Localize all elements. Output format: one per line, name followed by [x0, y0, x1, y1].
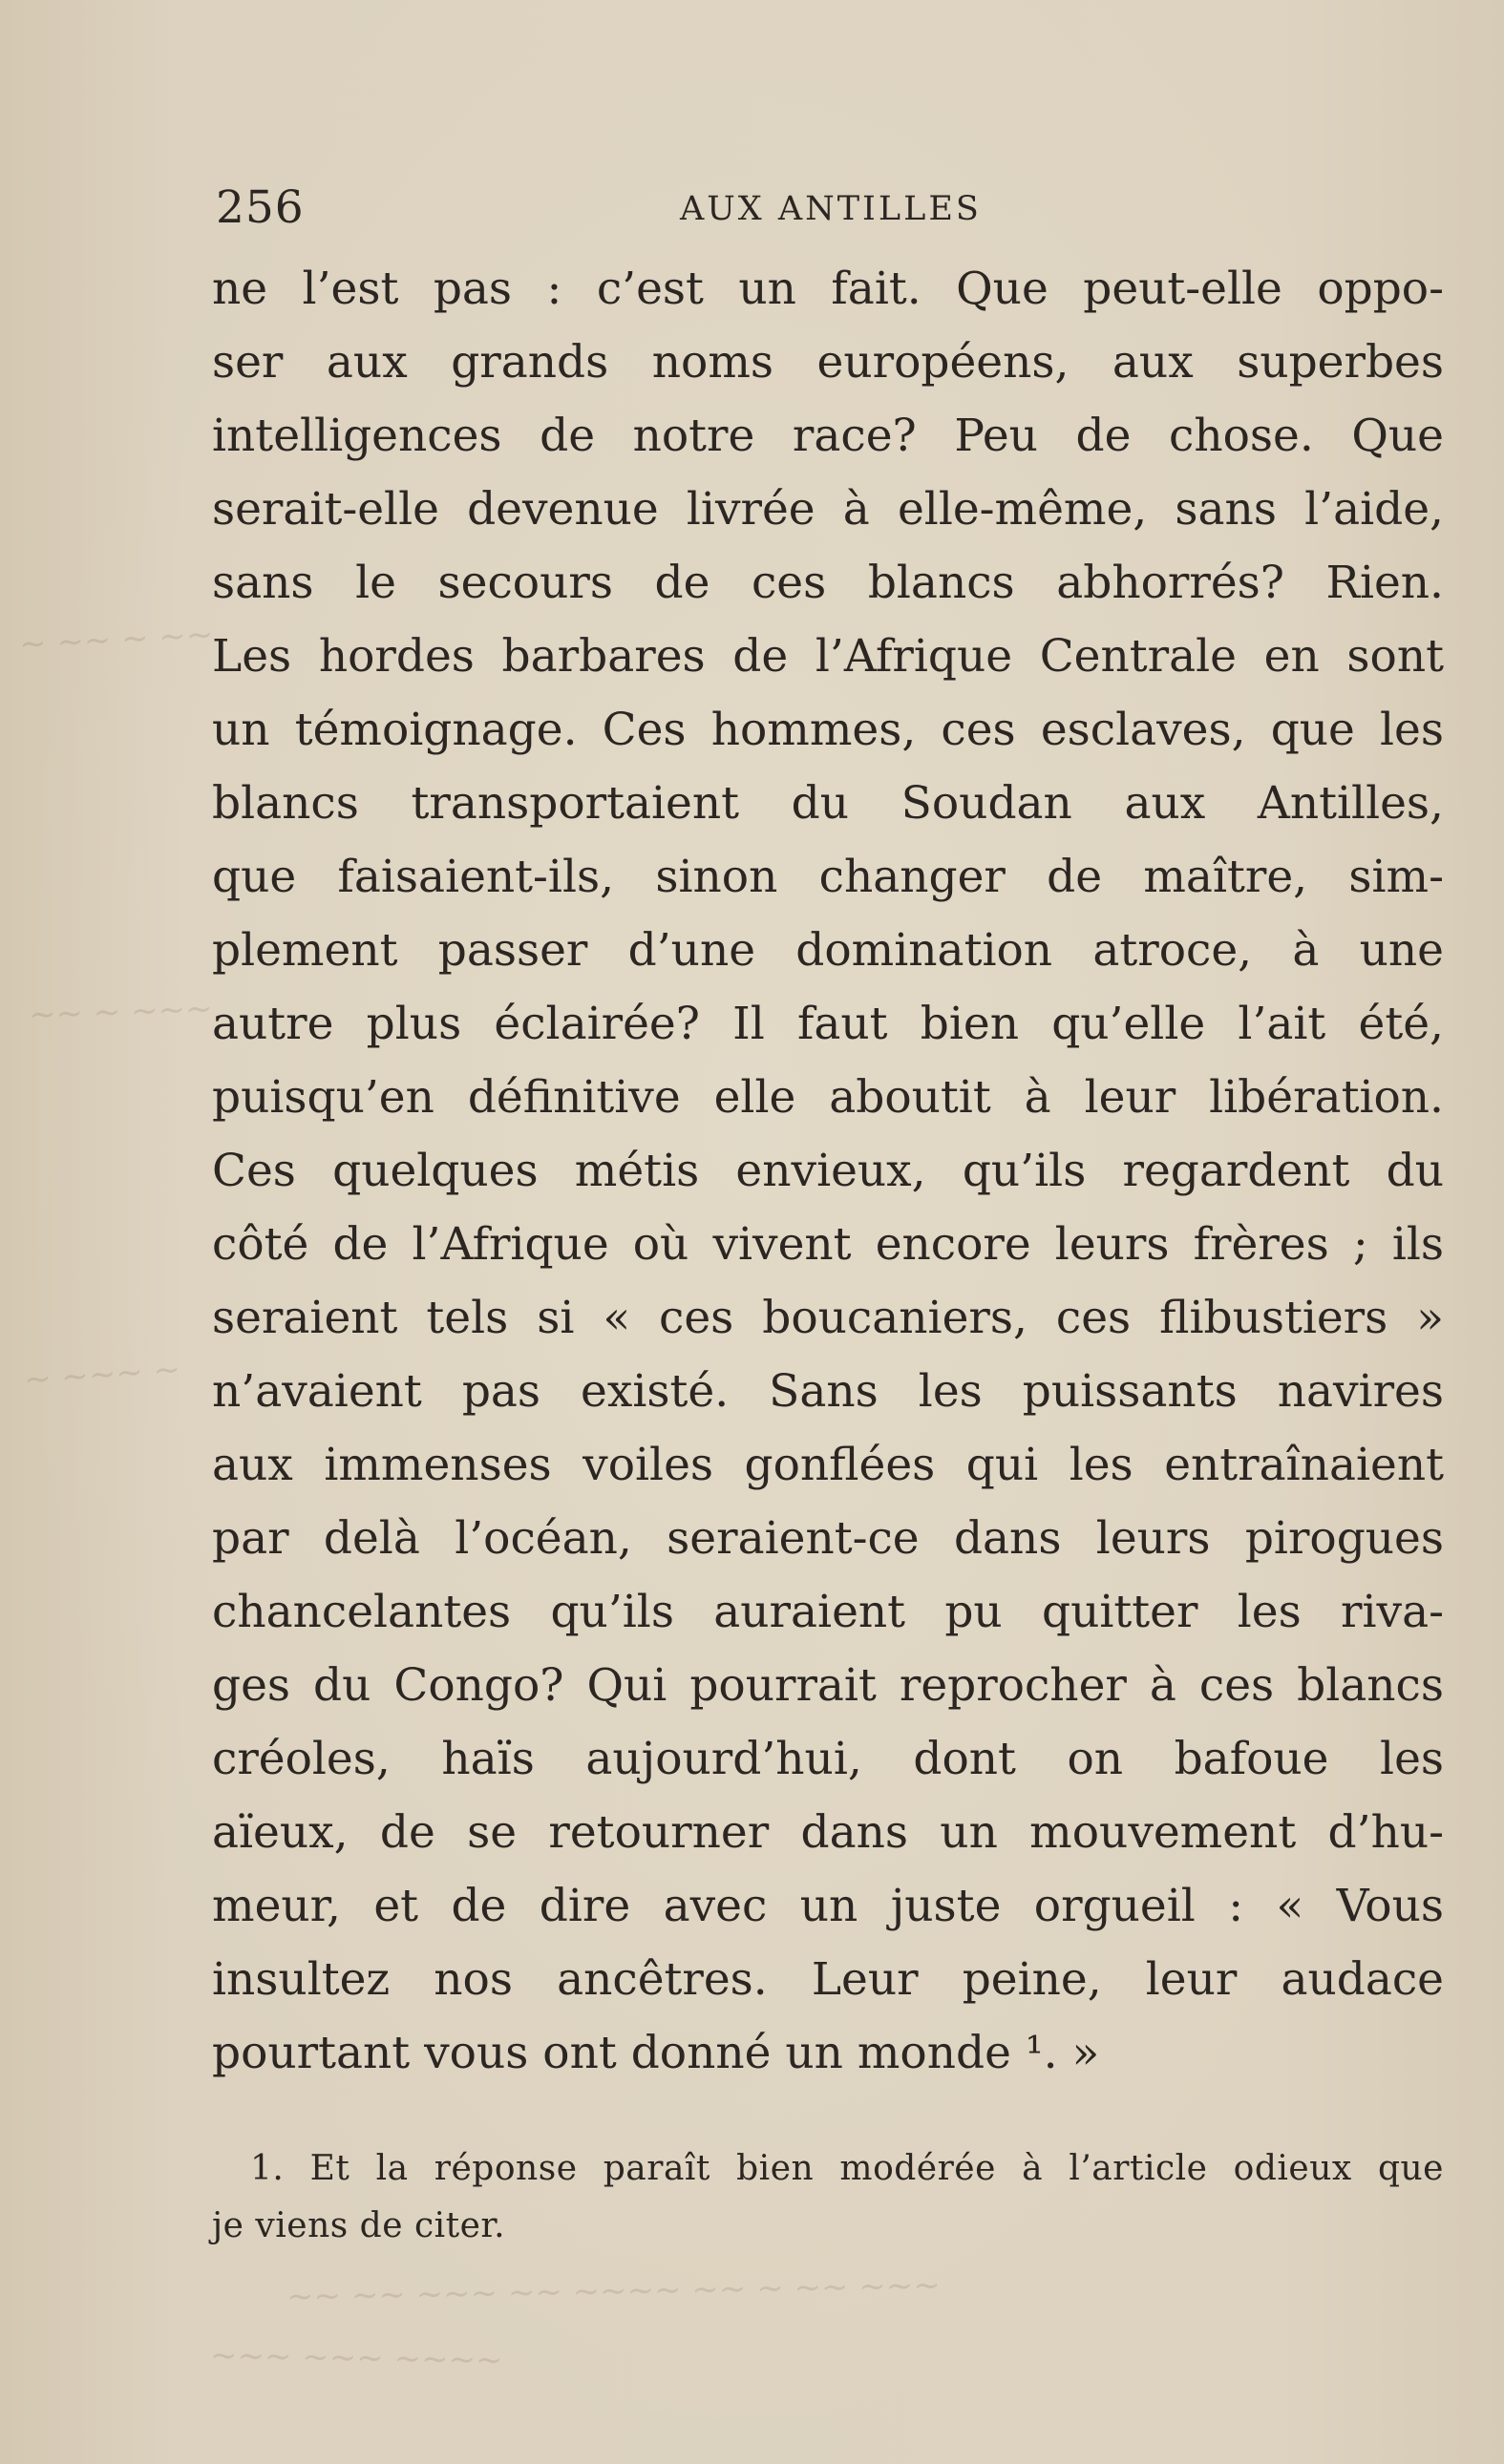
text-line: ne l’est pas : c’est un fait. Que peut-elle oppo- — [212, 263, 1444, 315]
text-line: Les hordes barbares de l’Afrique Centrale en sont — [212, 630, 1444, 683]
text-line: aux immenses voiles gonflées qui les entraînaient — [212, 1439, 1444, 1491]
text-line: plement passer d’une domination atroce, à une — [212, 924, 1444, 977]
text-line: sans le secours de ces blancs abhorrés? Rien. — [212, 557, 1444, 609]
text-line: intelligences de notre race? Peu de chose. Que — [212, 410, 1444, 462]
text-line: insultez nos ancêtres. Leur peine, leur audace — [212, 1953, 1444, 2006]
text-line: autre plus éclairée? Il faut bien qu’elle l’ait été, — [212, 998, 1444, 1050]
page-header — [214, 179, 1446, 237]
text-line: chancelantes qu’ils auraient pu quitter les riva- — [212, 1586, 1444, 1638]
text-line: que faisaient-ils, sinon changer de maître, sim- — [212, 851, 1444, 903]
text-line-last: pourtant vous ont donné un monde ¹. » — [212, 2027, 1100, 2079]
show-through-ink: ~~~ ~~~ ~~~~ — [209, 2336, 503, 2380]
running-title: AUX ANTILLES — [680, 190, 982, 228]
text-line: côté de l’Afrique où vivent encore leurs frères ; ils — [212, 1218, 1444, 1271]
text-line: ges du Congo? Qui pourrait reprocher à ces blancs — [212, 1659, 1444, 1712]
text-line: aïeux, de se retourner dans un mouvement d’hu- — [212, 1806, 1444, 1859]
text-line: Ces quelques métis envieux, qu’ils regardent du — [212, 1145, 1444, 1197]
show-through-ink: ~ ~~~ ~ — [22, 1350, 182, 1400]
text-line: puisqu’en définitive elle aboutit à leur libération. — [212, 1071, 1444, 1124]
text-line: ser aux grands noms européens, aux superbes — [212, 336, 1444, 389]
show-through-ink: ~~ ~~ ~~~ ~~ ~~~~ ~~ ~ ~~ ~~~ — [286, 2266, 942, 2316]
text-line: créoles, haïs aujourd’hui, dont on bafoue les — [212, 1733, 1444, 1785]
body-text — [212, 252, 1444, 2090]
text-line: serait-elle devenue livrée à elle-même, sans l’aide, — [212, 483, 1444, 536]
footnote — [212, 2140, 1444, 2255]
text-line: blancs transportaient du Soudan aux Antilles, — [212, 777, 1444, 830]
show-through-ink: ~~ ~ ~~~ — [28, 989, 214, 1035]
show-through-ink: ~ ~~ ~ ~~ — [18, 615, 215, 664]
text-line: meur, et de dire avec un juste orgueil : « Vous — [212, 1880, 1444, 1932]
page-number: 256 — [216, 181, 305, 234]
text-line: n’avaient pas existé. Sans les puissants navires — [212, 1365, 1444, 1418]
text-line: par delà l’océan, seraient-ce dans leurs pirogues — [212, 1512, 1444, 1565]
text-line: seraient tels si « ces boucaniers, ces flibustiers » — [212, 1292, 1444, 1344]
footnote-line: je viens de citer. — [212, 2206, 506, 2245]
text-line: un témoignage. Ces hommes, ces esclaves, que les — [212, 704, 1444, 756]
footnote-line: 1. Et la réponse paraît bien modérée à l’article odieux que — [250, 2149, 1444, 2188]
